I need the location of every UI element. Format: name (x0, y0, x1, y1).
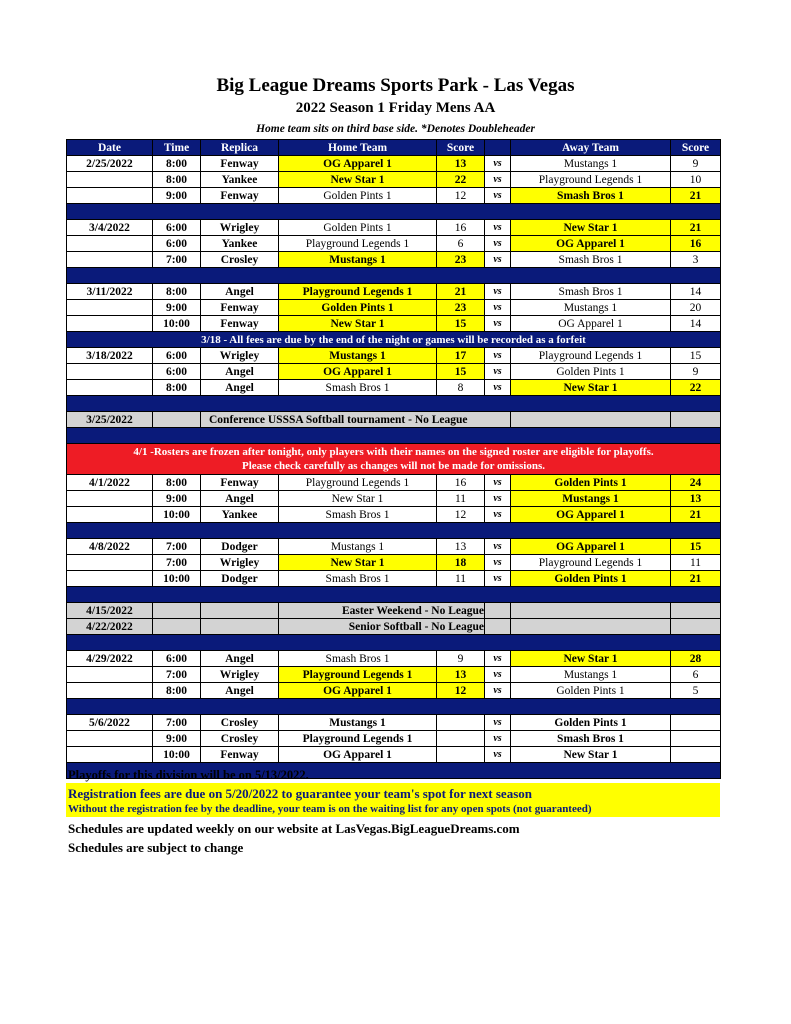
no-league-note: Easter Weekend - No League (279, 603, 485, 619)
vs-cell: vs (485, 284, 511, 300)
game-row (67, 252, 721, 268)
vs-cell: vs (485, 555, 511, 571)
replica-cell: Yankee (201, 236, 279, 252)
home-team-cell: Smash Bros 1 (279, 380, 437, 396)
home-team-cell: Golden Pints 1 (279, 220, 437, 236)
date-cell (67, 236, 153, 252)
away-score-cell: 21 (671, 571, 721, 587)
game-row (67, 555, 721, 571)
replica-cell: Yankee (201, 507, 279, 523)
home-score-cell: 23 (437, 252, 485, 268)
home-score-cell: 15 (437, 316, 485, 332)
replica-cell (201, 603, 279, 619)
home-score-cell: 12 (437, 507, 485, 523)
game-row (67, 507, 721, 523)
away-score-cell: 5 (671, 683, 721, 699)
away-team-cell: Mustangs 1 (511, 491, 671, 507)
home-team-cell: Smash Bros 1 (279, 651, 437, 667)
away-score-cell: 21 (671, 507, 721, 523)
date-cell (67, 380, 153, 396)
home-score-cell: 12 (437, 683, 485, 699)
time-cell: 10:00 (153, 747, 201, 763)
away-team-cell: Playground Legends 1 (511, 555, 671, 571)
away-team-cell: Golden Pints 1 (511, 364, 671, 380)
home-team-cell: Playground Legends 1 (279, 667, 437, 683)
replica-cell: Angel (201, 364, 279, 380)
home-team-header: Home Team (279, 140, 437, 156)
vs-cell: vs (485, 252, 511, 268)
away-team-cell: Golden Pints 1 (511, 571, 671, 587)
vs-cell: vs (485, 539, 511, 555)
away-score-cell (671, 412, 721, 428)
game-row (67, 475, 721, 491)
date-cell (67, 364, 153, 380)
time-cell: 7:00 (153, 539, 201, 555)
replica-cell: Fenway (201, 316, 279, 332)
away-team-cell: Golden Pints 1 (511, 475, 671, 491)
date-cell: 4/29/2022 (67, 651, 153, 667)
away-team-cell: Smash Bros 1 (511, 252, 671, 268)
home-team-cell: OG Apparel 1 (279, 747, 437, 763)
away-score-cell: 15 (671, 539, 721, 555)
replica-cell: Crosley (201, 731, 279, 747)
away-team-cell (511, 603, 671, 619)
away-score-cell (671, 715, 721, 731)
time-cell: 6:00 (153, 348, 201, 364)
game-row (67, 156, 721, 172)
home-score-header: Score (437, 140, 485, 156)
game-row (67, 348, 721, 364)
game-row (67, 683, 721, 699)
home-score-cell: 13 (437, 667, 485, 683)
date-cell: 3/18/2022 (67, 348, 153, 364)
away-score-cell: 15 (671, 348, 721, 364)
away-score-cell (671, 619, 721, 635)
date-cell (67, 300, 153, 316)
vs-cell: vs (485, 683, 511, 699)
replica-cell: Fenway (201, 747, 279, 763)
date-cell (67, 667, 153, 683)
date-cell (67, 507, 153, 523)
home-team-cell: Playground Legends 1 (279, 284, 437, 300)
away-score-cell: 14 (671, 284, 721, 300)
date-cell (67, 571, 153, 587)
separator-bar (67, 635, 721, 651)
away-score-cell: 28 (671, 651, 721, 667)
away-team-header: Away Team (511, 140, 671, 156)
home-team-cell: New Star 1 (279, 316, 437, 332)
date-cell: 3/11/2022 (67, 284, 153, 300)
away-team-cell: Playground Legends 1 (511, 172, 671, 188)
vs-cell: vs (485, 300, 511, 316)
home-team-cell: OG Apparel 1 (279, 683, 437, 699)
roster-freeze-line1: 4/1 -Rosters are frozen after tonight, only players with their names on the signed roster are eligible for playoffs. (133, 446, 654, 458)
home-team-cell: New Star 1 (279, 172, 437, 188)
registration-subnote: Without the registration fee by the deadline, your team is on the waiting list for any open spots (not guaranteed) (68, 803, 592, 815)
game-row (67, 651, 721, 667)
game-row (67, 715, 721, 731)
time-header: Time (153, 140, 201, 156)
home-score-cell: 23 (437, 300, 485, 316)
vs-cell (485, 619, 511, 635)
time-cell: 7:00 (153, 252, 201, 268)
vs-cell: vs (485, 731, 511, 747)
page-title: Big League Dreams Sports Park - Las Vegas (216, 75, 575, 96)
date-cell (67, 172, 153, 188)
no-league-row (67, 603, 721, 619)
replica-cell: Fenway (201, 188, 279, 204)
replica-cell: Yankee (201, 172, 279, 188)
game-row (67, 364, 721, 380)
vs-cell: vs (485, 156, 511, 172)
vs-cell: vs (485, 380, 511, 396)
home-team-cell: Golden Pints 1 (279, 188, 437, 204)
away-score-cell (671, 747, 721, 763)
week-separator (67, 396, 721, 412)
home-team-cell: Playground Legends 1 (279, 475, 437, 491)
page-subtitle: 2022 Season 1 Friday Mens AA (295, 100, 496, 116)
week-separator (67, 635, 721, 651)
time-cell: 10:00 (153, 507, 201, 523)
date-cell (67, 316, 153, 332)
away-score-cell: 13 (671, 491, 721, 507)
vs-cell: vs (485, 364, 511, 380)
home-score-cell: 12 (437, 188, 485, 204)
date-cell (67, 555, 153, 571)
away-team-cell: Smash Bros 1 (511, 188, 671, 204)
home-score-cell: 16 (437, 475, 485, 491)
home-score-cell (437, 747, 485, 763)
game-row (67, 236, 721, 252)
time-cell: 8:00 (153, 284, 201, 300)
separator-bar (67, 428, 721, 444)
away-team-cell: New Star 1 (511, 380, 671, 396)
week-separator (67, 699, 721, 715)
vs-cell: vs (485, 715, 511, 731)
replica-cell: Dodger (201, 539, 279, 555)
date-cell: 4/15/2022 (67, 603, 153, 619)
home-score-cell: 9 (437, 651, 485, 667)
home-score-cell: 16 (437, 220, 485, 236)
vs-cell: vs (485, 188, 511, 204)
home-score-cell: 6 (437, 236, 485, 252)
away-team-cell (511, 619, 671, 635)
game-row (67, 747, 721, 763)
date-cell: 4/22/2022 (67, 619, 153, 635)
replica-cell: Angel (201, 284, 279, 300)
time-cell: 7:00 (153, 555, 201, 571)
away-score-cell: 10 (671, 172, 721, 188)
replica-cell: Wrigley (201, 220, 279, 236)
week-separator (67, 268, 721, 284)
playoffs-note: Playoffs for this division will be on 5/13/2022. (68, 768, 309, 782)
away-score-cell: 9 (671, 364, 721, 380)
home-team-cell: Mustangs 1 (279, 539, 437, 555)
no-league-row (67, 619, 721, 635)
date-cell (67, 491, 153, 507)
home-team-cell: New Star 1 (279, 555, 437, 571)
home-team-cell: Mustangs 1 (279, 252, 437, 268)
separator-bar (67, 523, 721, 539)
vs-header (485, 140, 511, 156)
game-row (67, 491, 721, 507)
away-team-cell: Mustangs 1 (511, 667, 671, 683)
home-score-cell: 8 (437, 380, 485, 396)
time-cell: 8:00 (153, 683, 201, 699)
home-score-cell: 13 (437, 156, 485, 172)
vs-cell (485, 603, 511, 619)
home-score-cell: 15 (437, 364, 485, 380)
time-cell: 8:00 (153, 156, 201, 172)
home-score-cell: 11 (437, 571, 485, 587)
home-team-note: Home team sits on third base side. *Denotes Doubleheader (256, 123, 535, 135)
week-separator (67, 587, 721, 603)
vs-cell: vs (485, 236, 511, 252)
game-row (67, 380, 721, 396)
home-team-cell: Mustangs 1 (279, 715, 437, 731)
away-team-cell (511, 412, 671, 428)
game-row (67, 539, 721, 555)
away-team-cell: New Star 1 (511, 651, 671, 667)
time-cell: 7:00 (153, 667, 201, 683)
away-score-cell: 16 (671, 236, 721, 252)
table-header (67, 140, 721, 156)
replica-cell: Fenway (201, 156, 279, 172)
home-score-cell: 13 (437, 539, 485, 555)
home-score-cell: 21 (437, 284, 485, 300)
away-score-cell: 14 (671, 316, 721, 332)
away-team-cell: Smash Bros 1 (511, 731, 671, 747)
roster-freeze-line2: Please check carefully as changes will not be made for omissions. (242, 460, 545, 472)
home-team-cell: New Star 1 (279, 491, 437, 507)
away-team-cell: Golden Pints 1 (511, 683, 671, 699)
game-row (67, 220, 721, 236)
week-separator (67, 523, 721, 539)
home-team-cell: OG Apparel 1 (279, 156, 437, 172)
time-cell (153, 412, 201, 428)
home-score-cell: 17 (437, 348, 485, 364)
time-cell: 9:00 (153, 731, 201, 747)
away-team-cell: New Star 1 (511, 747, 671, 763)
away-team-cell: OG Apparel 1 (511, 236, 671, 252)
schedule-table (66, 139, 721, 779)
away-score-header: Score (671, 140, 721, 156)
away-team-cell: OG Apparel 1 (511, 539, 671, 555)
replica-cell: Angel (201, 380, 279, 396)
time-cell (153, 619, 201, 635)
time-cell: 10:00 (153, 571, 201, 587)
game-row (67, 300, 721, 316)
date-cell: 5/6/2022 (67, 715, 153, 731)
replica-cell: Fenway (201, 300, 279, 316)
away-score-cell: 9 (671, 156, 721, 172)
away-team-cell: Mustangs 1 (511, 300, 671, 316)
vs-cell: vs (485, 747, 511, 763)
week-separator (67, 428, 721, 444)
no-league-note: Conference USSSA Softball tournament - No League (201, 412, 511, 428)
separator-bar (67, 396, 721, 412)
away-score-cell: 21 (671, 220, 721, 236)
subject-to-change-note: Schedules are subject to change (68, 840, 244, 855)
date-cell: 4/8/2022 (67, 539, 153, 555)
replica-cell: Crosley (201, 252, 279, 268)
vs-cell: vs (485, 491, 511, 507)
away-score-cell: 11 (671, 555, 721, 571)
separator-bar (67, 699, 721, 715)
vs-cell: vs (485, 475, 511, 491)
away-score-cell: 20 (671, 300, 721, 316)
date-cell: 4/1/2022 (67, 475, 153, 491)
home-score-cell: 11 (437, 491, 485, 507)
no-league-note: Senior Softball - No League (279, 619, 485, 635)
website-note: Schedules are updated weekly on our website at LasVegas.BigLeagueDreams.com (68, 821, 520, 836)
time-cell: 7:00 (153, 715, 201, 731)
away-score-cell: 6 (671, 667, 721, 683)
separator-bar (67, 587, 721, 603)
vs-cell: vs (485, 220, 511, 236)
home-score-cell: 18 (437, 555, 485, 571)
away-team-cell: Mustangs 1 (511, 156, 671, 172)
replica-cell: Wrigley (201, 348, 279, 364)
vs-cell: vs (485, 507, 511, 523)
game-row (67, 316, 721, 332)
date-cell (67, 731, 153, 747)
home-team-cell: Mustangs 1 (279, 348, 437, 364)
time-cell: 8:00 (153, 380, 201, 396)
home-team-cell: Smash Bros 1 (279, 507, 437, 523)
home-score-cell (437, 715, 485, 731)
home-team-cell: Playground Legends 1 (279, 731, 437, 747)
fee-notice: 3/18 - All fees are due by the end of the night or games will be recorded as a forfeit (67, 332, 721, 348)
away-team-cell: Playground Legends 1 (511, 348, 671, 364)
replica-cell: Wrigley (201, 667, 279, 683)
time-cell: 6:00 (153, 364, 201, 380)
date-cell (67, 683, 153, 699)
vs-cell: vs (485, 348, 511, 364)
away-score-cell: 21 (671, 188, 721, 204)
vs-cell: vs (485, 651, 511, 667)
time-cell: 9:00 (153, 300, 201, 316)
replica-cell: Angel (201, 491, 279, 507)
roster-freeze-row (67, 444, 721, 475)
away-team-cell: OG Apparel 1 (511, 316, 671, 332)
game-row (67, 571, 721, 587)
roster-freeze-notice (67, 444, 721, 475)
away-team-cell: OG Apparel 1 (511, 507, 671, 523)
time-cell: 9:00 (153, 188, 201, 204)
separator-bar (67, 268, 721, 284)
away-team-cell: Golden Pints 1 (511, 715, 671, 731)
date-cell (67, 252, 153, 268)
away-team-cell: Smash Bros 1 (511, 284, 671, 300)
time-cell: 10:00 (153, 316, 201, 332)
replica-cell: Wrigley (201, 555, 279, 571)
time-cell: 8:00 (153, 172, 201, 188)
replica-cell: Fenway (201, 475, 279, 491)
week-separator (67, 204, 721, 220)
away-score-cell: 24 (671, 475, 721, 491)
time-cell: 8:00 (153, 475, 201, 491)
date-cell: 3/4/2022 (67, 220, 153, 236)
replica-cell: Dodger (201, 571, 279, 587)
date-cell (67, 747, 153, 763)
game-row (67, 188, 721, 204)
separator-bar (67, 204, 721, 220)
time-cell: 6:00 (153, 220, 201, 236)
game-row (67, 731, 721, 747)
time-cell: 6:00 (153, 651, 201, 667)
vs-cell: vs (485, 316, 511, 332)
away-score-cell: 22 (671, 380, 721, 396)
home-team-cell: OG Apparel 1 (279, 364, 437, 380)
no-league-row (67, 412, 721, 428)
away-score-cell: 3 (671, 252, 721, 268)
away-team-cell: New Star 1 (511, 220, 671, 236)
game-row (67, 172, 721, 188)
vs-cell: vs (485, 172, 511, 188)
time-cell: 6:00 (153, 236, 201, 252)
home-score-cell (437, 731, 485, 747)
date-cell: 2/25/2022 (67, 156, 153, 172)
date-header: Date (67, 140, 153, 156)
date-cell: 3/25/2022 (67, 412, 153, 428)
away-score-cell (671, 603, 721, 619)
replica-cell: Angel (201, 651, 279, 667)
home-team-cell: Smash Bros 1 (279, 571, 437, 587)
away-score-cell (671, 731, 721, 747)
date-cell (67, 188, 153, 204)
registration-note: Registration fees are due on 5/20/2022 to guarantee your team's spot for next season (68, 786, 532, 801)
replica-cell: Angel (201, 683, 279, 699)
home-team-cell: Golden Pints 1 (279, 300, 437, 316)
game-row (67, 667, 721, 683)
fee-notice-row (67, 332, 721, 348)
game-row (67, 284, 721, 300)
replica-cell (201, 619, 279, 635)
vs-cell: vs (485, 571, 511, 587)
home-team-cell: Playground Legends 1 (279, 236, 437, 252)
time-cell (153, 603, 201, 619)
replica-cell: Crosley (201, 715, 279, 731)
vs-cell: vs (485, 667, 511, 683)
home-score-cell: 22 (437, 172, 485, 188)
time-cell: 9:00 (153, 491, 201, 507)
replica-header: Replica (201, 140, 279, 156)
